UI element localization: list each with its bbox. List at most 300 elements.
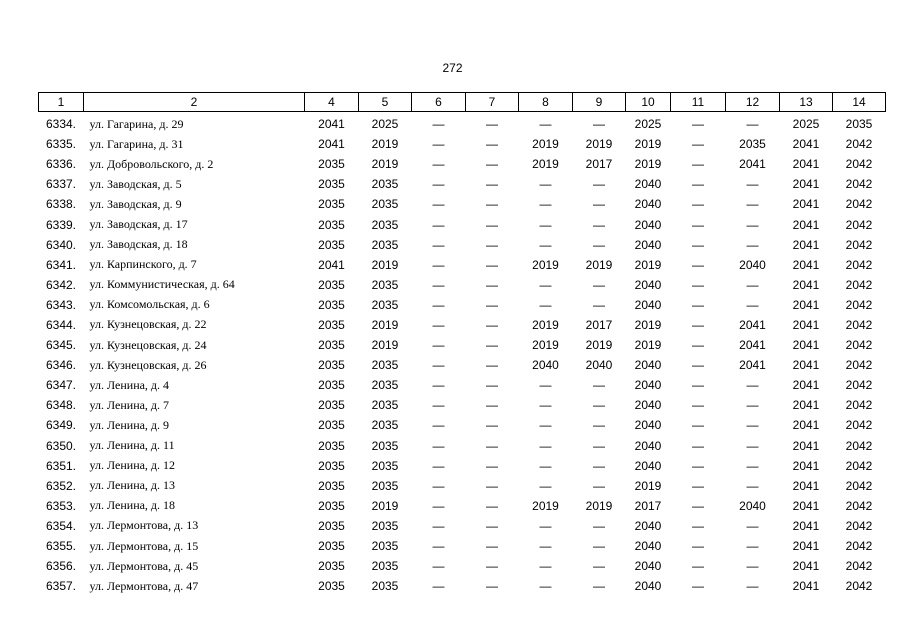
column-header: 8 <box>519 93 573 112</box>
year-cell: 2042 <box>845 559 873 574</box>
year-cell: — <box>692 378 704 393</box>
year-cell: 2035 <box>318 358 345 373</box>
row-number: 6356. <box>45 559 77 574</box>
year-cell: 2035 <box>318 579 345 594</box>
year-cell: — <box>432 277 445 292</box>
year-cell: 2035 <box>318 418 345 433</box>
year-cell: — <box>486 559 498 574</box>
year-cell: — <box>746 237 759 252</box>
year-cell: 2041 <box>792 518 820 533</box>
year-cell: — <box>593 418 605 433</box>
year-cell: — <box>432 518 445 533</box>
row-number: 6351. <box>45 458 77 473</box>
year-cell: — <box>746 197 759 212</box>
year-cell: 2041 <box>792 458 820 473</box>
year-cell: — <box>539 378 552 393</box>
year-cell: 2035 <box>371 378 399 393</box>
table-row <box>39 375 886 395</box>
row-number: 6343. <box>45 297 77 312</box>
year-cell: — <box>539 297 552 312</box>
table-row <box>39 134 886 154</box>
year-cell: — <box>692 478 704 493</box>
year-cell: — <box>692 237 704 252</box>
address-cell: ул. Заводская, д. 17 <box>89 217 188 232</box>
row-number: 6334. <box>45 117 77 132</box>
year-cell: — <box>432 478 445 493</box>
row-number: 6353. <box>45 498 77 513</box>
address-cell: ул. Карпинского, д. 7 <box>89 257 197 272</box>
year-cell: — <box>486 478 498 493</box>
table-row <box>39 112 886 135</box>
table-row <box>39 415 886 435</box>
year-cell: 2035 <box>371 458 399 473</box>
row-number: 6350. <box>45 438 77 453</box>
row-number: 6341. <box>45 257 77 272</box>
address-cell: ул. Ленина, д. 18 <box>89 498 176 513</box>
row-number: 6336. <box>45 157 77 172</box>
year-cell: — <box>593 378 605 393</box>
year-cell: 2041 <box>792 418 820 433</box>
year-cell: 2042 <box>845 438 873 453</box>
year-cell: — <box>486 157 498 172</box>
year-cell: 2041 <box>739 338 766 353</box>
year-cell: — <box>593 237 605 252</box>
row-number: 6344. <box>45 317 77 332</box>
address-cell: ул. Ленина, д. 4 <box>89 377 170 392</box>
year-cell: 2041 <box>792 177 820 192</box>
table-row <box>39 576 886 596</box>
year-cell: — <box>539 237 552 252</box>
year-cell: — <box>486 579 498 594</box>
year-cell: — <box>746 539 759 554</box>
table-row <box>39 295 886 315</box>
address-cell: ул. Заводская, д. 5 <box>89 176 182 191</box>
year-cell: 2042 <box>845 297 873 312</box>
year-cell: — <box>486 177 498 192</box>
year-cell: 2017 <box>585 157 613 172</box>
year-cell: 2019 <box>371 317 399 332</box>
year-cell: — <box>432 539 445 554</box>
year-cell: — <box>432 217 445 232</box>
year-cell: 2035 <box>371 237 399 252</box>
year-cell: — <box>746 378 759 393</box>
registry-table <box>38 92 886 596</box>
year-cell: — <box>486 297 498 312</box>
year-cell: 2035 <box>371 177 399 192</box>
year-cell: 2042 <box>845 277 873 292</box>
year-cell: — <box>692 458 704 473</box>
column-header: 6 <box>412 93 466 112</box>
year-cell: 2041 <box>792 297 820 312</box>
year-cell: 2040 <box>634 217 662 232</box>
year-cell: 2041 <box>318 117 345 132</box>
row-number: 6345. <box>45 338 77 353</box>
year-cell: 2042 <box>845 378 873 393</box>
year-cell: 2019 <box>585 137 613 152</box>
table-row <box>39 456 886 476</box>
address-cell: ул. Гагарина, д. 29 <box>89 116 184 131</box>
year-cell: 2019 <box>532 498 559 513</box>
year-cell: 2041 <box>792 579 820 594</box>
year-cell: — <box>539 539 552 554</box>
year-cell: — <box>746 438 759 453</box>
year-cell: 2019 <box>634 317 662 332</box>
year-cell: — <box>692 317 704 332</box>
year-cell: — <box>593 217 605 232</box>
year-cell: — <box>486 358 498 373</box>
year-cell: 2042 <box>845 518 873 533</box>
year-cell: — <box>746 217 759 232</box>
address-cell: ул. Кузнецовская, д. 24 <box>89 337 207 352</box>
address-cell: ул. Комсомольская, д. 6 <box>89 297 210 312</box>
year-cell: 2035 <box>318 559 345 574</box>
year-cell: 2040 <box>634 197 662 212</box>
table-row <box>39 174 886 194</box>
year-cell: 2035 <box>318 539 345 554</box>
address-cell: ул. Лермонтова, д. 47 <box>89 578 199 593</box>
column-header: 14 <box>833 93 886 112</box>
year-cell: 2035 <box>318 177 345 192</box>
row-number: 6352. <box>45 478 77 493</box>
year-cell: 2035 <box>318 197 345 212</box>
year-cell: — <box>692 217 704 232</box>
year-cell: — <box>692 257 704 272</box>
year-cell: 2042 <box>845 498 873 513</box>
year-cell: — <box>593 398 605 413</box>
year-cell: — <box>539 579 552 594</box>
column-header: 10 <box>626 93 671 112</box>
row-number: 6357. <box>45 579 77 594</box>
year-cell: 2041 <box>792 237 820 252</box>
year-cell: 2041 <box>792 438 820 453</box>
year-cell: 2035 <box>371 197 399 212</box>
year-cell: — <box>593 277 605 292</box>
year-cell: — <box>539 438 552 453</box>
address-cell: ул. Заводская, д. 9 <box>89 196 182 211</box>
year-cell: — <box>486 137 498 152</box>
year-cell: — <box>539 398 552 413</box>
year-cell: — <box>692 498 704 513</box>
address-cell: ул. Кузнецовская, д. 22 <box>89 317 207 332</box>
year-cell: 2041 <box>792 317 820 332</box>
year-cell: 2042 <box>845 539 873 554</box>
column-header: 7 <box>466 93 519 112</box>
year-cell: 2035 <box>318 438 345 453</box>
year-cell: 2040 <box>634 378 662 393</box>
year-cell: — <box>692 579 704 594</box>
year-cell: — <box>486 398 498 413</box>
year-cell: 2041 <box>792 478 820 493</box>
table-row <box>39 194 886 214</box>
year-cell: — <box>746 117 759 132</box>
year-cell: — <box>539 518 552 533</box>
year-cell: — <box>692 197 704 212</box>
year-cell: — <box>593 117 605 132</box>
column-header: 1 <box>39 93 84 112</box>
year-cell: 2035 <box>318 157 345 172</box>
table-row <box>39 335 886 355</box>
year-cell: — <box>692 338 704 353</box>
year-cell: 2035 <box>371 539 399 554</box>
year-cell: — <box>593 297 605 312</box>
year-cell: — <box>593 197 605 212</box>
row-number: 6335. <box>45 137 77 152</box>
year-cell: 2019 <box>634 478 662 493</box>
year-cell: 2040 <box>634 398 662 413</box>
year-cell: 2041 <box>739 317 766 332</box>
page-number: 272 <box>442 61 463 75</box>
year-cell: — <box>593 579 605 594</box>
year-cell: 2042 <box>845 137 873 152</box>
year-cell: 2035 <box>318 217 345 232</box>
year-cell: — <box>432 197 445 212</box>
year-cell: — <box>486 237 498 252</box>
year-cell: 2019 <box>532 338 559 353</box>
year-cell: 2042 <box>845 418 873 433</box>
year-cell: 2041 <box>792 277 820 292</box>
row-number: 6340. <box>45 237 77 252</box>
address-cell: ул. Лермонтова, д. 13 <box>89 518 199 533</box>
address-cell: ул. Ленина, д. 7 <box>89 397 170 412</box>
year-cell: 2040 <box>634 297 662 312</box>
table-row <box>39 275 886 295</box>
year-cell: 2041 <box>318 137 345 152</box>
year-cell: 2019 <box>371 157 399 172</box>
year-cell: — <box>486 217 498 232</box>
year-cell: 2042 <box>845 197 873 212</box>
year-cell: — <box>486 539 498 554</box>
year-cell: 2042 <box>845 237 873 252</box>
year-cell: — <box>432 358 445 373</box>
year-cell: — <box>692 297 704 312</box>
year-cell: 2041 <box>739 157 766 172</box>
year-cell: — <box>486 378 498 393</box>
year-cell: 2042 <box>845 458 873 473</box>
year-cell: 2035 <box>371 559 399 574</box>
row-number: 6354. <box>45 518 77 533</box>
row-number: 6338. <box>45 197 77 212</box>
year-cell: 2040 <box>634 539 662 554</box>
year-cell: 2042 <box>845 317 873 332</box>
year-cell: 2035 <box>371 478 399 493</box>
address-cell: ул. Гагарина, д. 31 <box>89 136 184 151</box>
year-cell: 2025 <box>634 117 662 132</box>
year-cell: 2035 <box>371 277 399 292</box>
year-cell: 2042 <box>845 217 873 232</box>
year-cell: — <box>593 539 605 554</box>
address-cell: ул. Ленина, д. 13 <box>89 478 176 493</box>
year-cell: — <box>539 277 552 292</box>
year-cell: — <box>692 518 704 533</box>
year-cell: — <box>486 438 498 453</box>
year-cell: 2035 <box>845 117 873 132</box>
table-row <box>39 395 886 415</box>
year-cell: 2019 <box>634 137 662 152</box>
year-cell: 2035 <box>318 378 345 393</box>
year-cell: — <box>593 559 605 574</box>
column-header: 9 <box>573 93 626 112</box>
table-row <box>39 255 886 275</box>
year-cell: — <box>692 177 704 192</box>
year-cell: 2040 <box>739 498 766 513</box>
year-cell: 2019 <box>532 157 559 172</box>
year-cell: — <box>486 197 498 212</box>
year-cell: — <box>432 257 445 272</box>
column-header: 13 <box>780 93 833 112</box>
address-cell: ул. Лермонтова, д. 15 <box>89 538 199 553</box>
year-cell: 2041 <box>792 217 820 232</box>
row-number: 6337. <box>45 177 77 192</box>
year-cell: — <box>539 559 552 574</box>
address-cell: ул. Ленина, д. 12 <box>89 458 176 473</box>
column-header: 2 <box>84 93 305 112</box>
year-cell: 2041 <box>792 358 820 373</box>
address-cell: ул. Заводская, д. 18 <box>89 237 188 252</box>
row-number: 6355. <box>45 539 77 554</box>
year-cell: 2042 <box>845 579 873 594</box>
year-cell: 2035 <box>318 317 345 332</box>
year-cell: 2019 <box>634 157 662 172</box>
year-cell: — <box>593 518 605 533</box>
year-cell: — <box>746 518 759 533</box>
year-cell: 2035 <box>318 297 345 312</box>
address-cell: ул. Коммунистическая, д. 64 <box>89 277 235 292</box>
year-cell: — <box>486 418 498 433</box>
table-row <box>39 476 886 496</box>
year-cell: — <box>692 117 704 132</box>
year-cell: — <box>593 478 605 493</box>
year-cell: 2035 <box>371 358 399 373</box>
year-cell: 2041 <box>792 539 820 554</box>
year-cell: — <box>746 559 759 574</box>
year-cell: — <box>746 398 759 413</box>
year-cell: 2025 <box>371 117 399 132</box>
year-cell: — <box>432 418 445 433</box>
year-cell: — <box>539 418 552 433</box>
table-row <box>39 214 886 234</box>
year-cell: 2017 <box>585 317 613 332</box>
table-row <box>39 496 886 516</box>
year-cell: 2019 <box>371 338 399 353</box>
year-cell: 2041 <box>739 358 766 373</box>
year-cell: 2040 <box>634 518 662 533</box>
year-cell: 2040 <box>634 177 662 192</box>
year-cell: 2041 <box>792 559 820 574</box>
year-cell: — <box>539 177 552 192</box>
year-cell: — <box>692 438 704 453</box>
year-cell: 2035 <box>371 518 399 533</box>
year-cell: 2035 <box>318 518 345 533</box>
year-cell: — <box>692 157 704 172</box>
year-cell: 2025 <box>792 117 820 132</box>
column-header: 11 <box>671 93 726 112</box>
year-cell: — <box>432 498 445 513</box>
year-cell: — <box>539 117 552 132</box>
year-cell: 2035 <box>318 277 345 292</box>
year-cell: — <box>432 297 445 312</box>
year-cell: 2035 <box>318 498 345 513</box>
year-cell: 2035 <box>739 137 766 152</box>
year-cell: 2040 <box>532 358 559 373</box>
year-cell: 2040 <box>634 559 662 574</box>
address-cell: ул. Ленина, д. 9 <box>89 417 170 432</box>
table-row <box>39 556 886 576</box>
row-number: 6346. <box>45 358 77 373</box>
year-cell: 2019 <box>371 498 399 513</box>
year-cell: — <box>432 338 445 353</box>
column-header: 5 <box>359 93 412 112</box>
year-cell: 2035 <box>318 338 345 353</box>
year-cell: — <box>432 117 445 132</box>
year-cell: 2041 <box>792 338 820 353</box>
year-cell: — <box>432 559 445 574</box>
year-cell: 2035 <box>371 398 399 413</box>
year-cell: — <box>432 458 445 473</box>
year-cell: — <box>432 579 445 594</box>
year-cell: 2041 <box>792 498 820 513</box>
row-number: 6349. <box>45 418 77 433</box>
year-cell: 2019 <box>634 257 662 272</box>
year-cell: — <box>692 277 704 292</box>
row-number: 6348. <box>45 398 77 413</box>
year-cell: 2041 <box>792 257 820 272</box>
year-cell: 2040 <box>634 237 662 252</box>
year-cell: 2035 <box>371 438 399 453</box>
year-cell: 2040 <box>634 277 662 292</box>
year-cell: 2019 <box>371 137 399 152</box>
year-cell: 2040 <box>634 438 662 453</box>
year-cell: — <box>539 217 552 232</box>
year-cell: 2035 <box>371 579 399 594</box>
year-cell: — <box>539 458 552 473</box>
year-cell: 2042 <box>845 338 873 353</box>
year-cell: — <box>432 398 445 413</box>
year-cell: — <box>432 317 445 332</box>
year-cell: — <box>692 539 704 554</box>
year-cell: 2035 <box>318 237 345 252</box>
year-cell: 2019 <box>371 257 399 272</box>
year-cell: 2042 <box>845 257 873 272</box>
year-cell: 2040 <box>739 257 766 272</box>
column-header: 12 <box>726 93 780 112</box>
column-header: 4 <box>305 93 359 112</box>
year-cell: 2041 <box>792 157 820 172</box>
year-cell: — <box>692 137 704 152</box>
year-cell: 2035 <box>371 297 399 312</box>
year-cell: 2042 <box>845 398 873 413</box>
year-cell: 2019 <box>532 317 559 332</box>
year-cell: — <box>486 498 498 513</box>
header-row <box>39 93 886 112</box>
year-cell: 2019 <box>532 137 559 152</box>
year-cell: 2040 <box>634 418 662 433</box>
year-cell: 2019 <box>532 257 559 272</box>
year-cell: — <box>486 277 498 292</box>
year-cell: 2035 <box>371 217 399 232</box>
year-cell: 2042 <box>845 157 873 172</box>
year-cell: — <box>593 177 605 192</box>
year-cell: — <box>486 338 498 353</box>
year-cell: 2035 <box>318 398 345 413</box>
year-cell: — <box>692 358 704 373</box>
table-row <box>39 516 886 536</box>
year-cell: — <box>539 197 552 212</box>
year-cell: — <box>746 277 759 292</box>
year-cell: — <box>486 257 498 272</box>
year-cell: 2041 <box>792 197 820 212</box>
address-cell: ул. Добровольского, д. 2 <box>89 156 214 171</box>
year-cell: — <box>432 378 445 393</box>
